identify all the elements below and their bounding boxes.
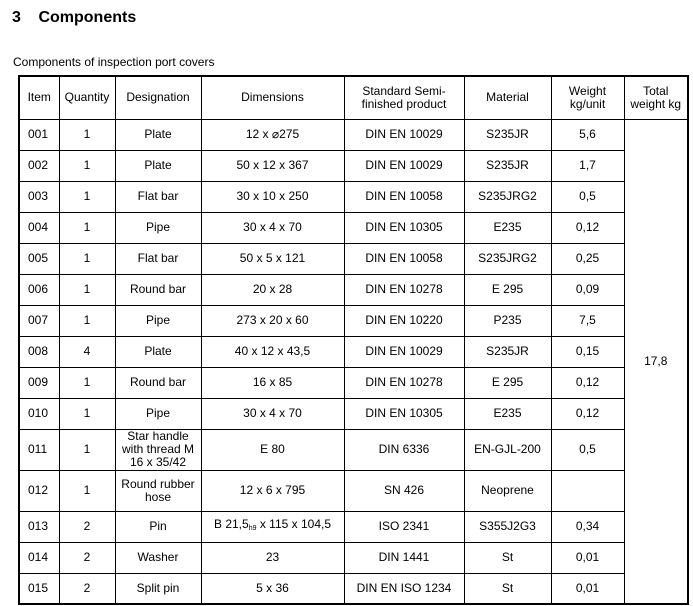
cell-weight: 0,01: [551, 573, 624, 604]
cell-dimensions: 30 x 4 x 70: [201, 212, 344, 243]
cell-item: 015: [19, 573, 59, 604]
table-caption: Components of inspection port covers: [13, 55, 215, 69]
cell-designation: Pipe: [115, 212, 201, 243]
table-header-row: [19, 76, 688, 119]
table-row: [19, 542, 688, 573]
cell-designation: Pin: [115, 511, 201, 542]
pin-tolerance: h9: [248, 525, 257, 532]
cell-item: 001: [19, 119, 59, 150]
cell-designation: Pipe: [115, 305, 201, 336]
cell-dimensions: [201, 511, 344, 542]
cell-material: P235: [464, 305, 551, 336]
cell-item: 007: [19, 305, 59, 336]
cell-material: S355J2G3: [464, 511, 551, 542]
cell-dimensions: 30 x 4 x 70: [201, 398, 344, 429]
cell-quantity: 1: [59, 398, 115, 429]
cell-dimensions: 40 x 12 x 43,5: [201, 336, 344, 367]
cell-weight: 0,01: [551, 542, 624, 573]
cell-standard: DIN 1441: [344, 542, 464, 573]
pin-dimension-tail: x 115 x 104,5: [256, 517, 331, 531]
cell-standard: DIN 6336: [344, 429, 464, 470]
cell-item: 012: [19, 470, 59, 511]
cell-material: S235JR: [464, 336, 551, 367]
table-row: [19, 119, 688, 150]
cell-item: 005: [19, 243, 59, 274]
cell-quantity: 1: [59, 212, 115, 243]
cell-dimensions: 23: [201, 542, 344, 573]
cell-designation: Flat bar: [115, 181, 201, 212]
cell-dimensions: 12 x 6 x 795: [201, 470, 344, 511]
cell-standard: DIN EN 10029: [344, 336, 464, 367]
table-row: [19, 511, 688, 542]
cell-dimensions: E 80: [201, 429, 344, 470]
cell-weight: 5,6: [551, 119, 624, 150]
cell-material: E 295: [464, 274, 551, 305]
cell-standard: DIN EN ISO 1234: [344, 573, 464, 604]
cell-weight: [551, 470, 624, 511]
cell-quantity: 1: [59, 429, 115, 470]
cell-weight: 1,7: [551, 150, 624, 181]
header-total-weight: Total weight kg: [624, 76, 688, 119]
cell-material: S235JR: [464, 119, 551, 150]
cell-quantity: 2: [59, 573, 115, 604]
cell-dimensions: 30 x 10 x 250: [201, 181, 344, 212]
cell-dimensions: 50 x 12 x 367: [201, 150, 344, 181]
table-row: [19, 470, 688, 511]
cell-item: 013: [19, 511, 59, 542]
cell-standard: DIN EN 10029: [344, 119, 464, 150]
header-item: Item: [19, 76, 59, 119]
cell-quantity: 1: [59, 305, 115, 336]
cell-standard: DIN EN 10278: [344, 274, 464, 305]
cell-designation: Washer: [115, 542, 201, 573]
cell-material: E235: [464, 212, 551, 243]
cell-designation: Star handle with thread M 16 x 35/42: [115, 429, 201, 470]
table-row: [19, 243, 688, 274]
cell-quantity: 1: [59, 274, 115, 305]
cell-standard: DIN EN 10029: [344, 150, 464, 181]
cell-standard: DIN EN 10305: [344, 212, 464, 243]
cell-weight: 0,09: [551, 274, 624, 305]
cell-weight: 0,34: [551, 511, 624, 542]
cell-quantity: 1: [59, 119, 115, 150]
table-row: [19, 274, 688, 305]
cell-total-weight: 17,8: [624, 119, 688, 604]
cell-item: 009: [19, 367, 59, 398]
cell-designation: Round bar: [115, 274, 201, 305]
table-body: [19, 119, 688, 604]
cell-material: EN-GJL-200: [464, 429, 551, 470]
cell-quantity: 1: [59, 367, 115, 398]
section-heading: [12, 9, 136, 27]
components-table: [18, 75, 689, 605]
cell-material: S235JRG2: [464, 243, 551, 274]
cell-weight: 0,12: [551, 212, 624, 243]
table-row: [19, 398, 688, 429]
cell-designation: Split pin: [115, 573, 201, 604]
cell-standard: DIN EN 10058: [344, 243, 464, 274]
cell-standard: SN 426: [344, 470, 464, 511]
cell-quantity: 2: [59, 542, 115, 573]
table-row: [19, 181, 688, 212]
cell-designation: Pipe: [115, 398, 201, 429]
cell-quantity: 1: [59, 150, 115, 181]
cell-dimensions: 5 x 36: [201, 573, 344, 604]
cell-quantity: 1: [59, 243, 115, 274]
cell-quantity: 4: [59, 336, 115, 367]
table-row: [19, 150, 688, 181]
cell-designation: Plate: [115, 336, 201, 367]
section-title: Components: [38, 9, 137, 26]
cell-dimensions: 273 x 20 x 60: [201, 305, 344, 336]
cell-designation: Plate: [115, 150, 201, 181]
table-row: [19, 573, 688, 604]
cell-weight: 0,15: [551, 336, 624, 367]
cell-item: 003: [19, 181, 59, 212]
cell-standard: DIN EN 10305: [344, 398, 464, 429]
cell-item: 011: [19, 429, 59, 470]
table-row: [19, 367, 688, 398]
cell-item: 004: [19, 212, 59, 243]
cell-designation: Round bar: [115, 367, 201, 398]
cell-material: E 295: [464, 367, 551, 398]
cell-dimensions: 20 x 28: [201, 274, 344, 305]
cell-designation: Flat bar: [115, 243, 201, 274]
cell-material: St: [464, 542, 551, 573]
cell-material: St: [464, 573, 551, 604]
header-quantity: Quantity: [59, 76, 115, 119]
cell-designation: Plate: [115, 119, 201, 150]
cell-weight: 0,5: [551, 429, 624, 470]
cell-item: 014: [19, 542, 59, 573]
header-material: Material: [464, 76, 551, 119]
cell-standard: ISO 2341: [344, 511, 464, 542]
cell-item: 006: [19, 274, 59, 305]
cell-material: Neoprene: [464, 470, 551, 511]
cell-item: 008: [19, 336, 59, 367]
cell-dimensions: 12 x ⌀275: [201, 119, 344, 150]
table-row: [19, 336, 688, 367]
pin-dimension-base: B 21,5: [214, 517, 249, 531]
header-designation: Designation: [115, 76, 201, 119]
cell-weight: 7,5: [551, 305, 624, 336]
table-row: [19, 305, 688, 336]
cell-weight: 0,5: [551, 181, 624, 212]
header-standard: Standard Semi-finished product: [344, 76, 464, 119]
cell-standard: DIN EN 10278: [344, 367, 464, 398]
cell-designation: Round rubber hose: [115, 470, 201, 511]
cell-material: S235JR: [464, 150, 551, 181]
cell-dimensions: 16 x 85: [201, 367, 344, 398]
cell-weight: 0,12: [551, 398, 624, 429]
cell-dimensions: 50 x 5 x 121: [201, 243, 344, 274]
cell-standard: DIN EN 10220: [344, 305, 464, 336]
table-row: [19, 429, 688, 470]
section-number: 3: [12, 9, 21, 26]
cell-quantity: 1: [59, 470, 115, 511]
cell-item: 010: [19, 398, 59, 429]
cell-item: 002: [19, 150, 59, 181]
cell-standard: DIN EN 10058: [344, 181, 464, 212]
cell-weight: 0,12: [551, 367, 624, 398]
cell-material: E235: [464, 398, 551, 429]
cell-weight: 0,25: [551, 243, 624, 274]
table-row: [19, 212, 688, 243]
cell-quantity: 2: [59, 511, 115, 542]
header-weight-per-unit: Weight kg/unit: [551, 76, 624, 119]
cell-material: S235JRG2: [464, 181, 551, 212]
header-dimensions: Dimensions: [201, 76, 344, 119]
cell-quantity: 1: [59, 181, 115, 212]
